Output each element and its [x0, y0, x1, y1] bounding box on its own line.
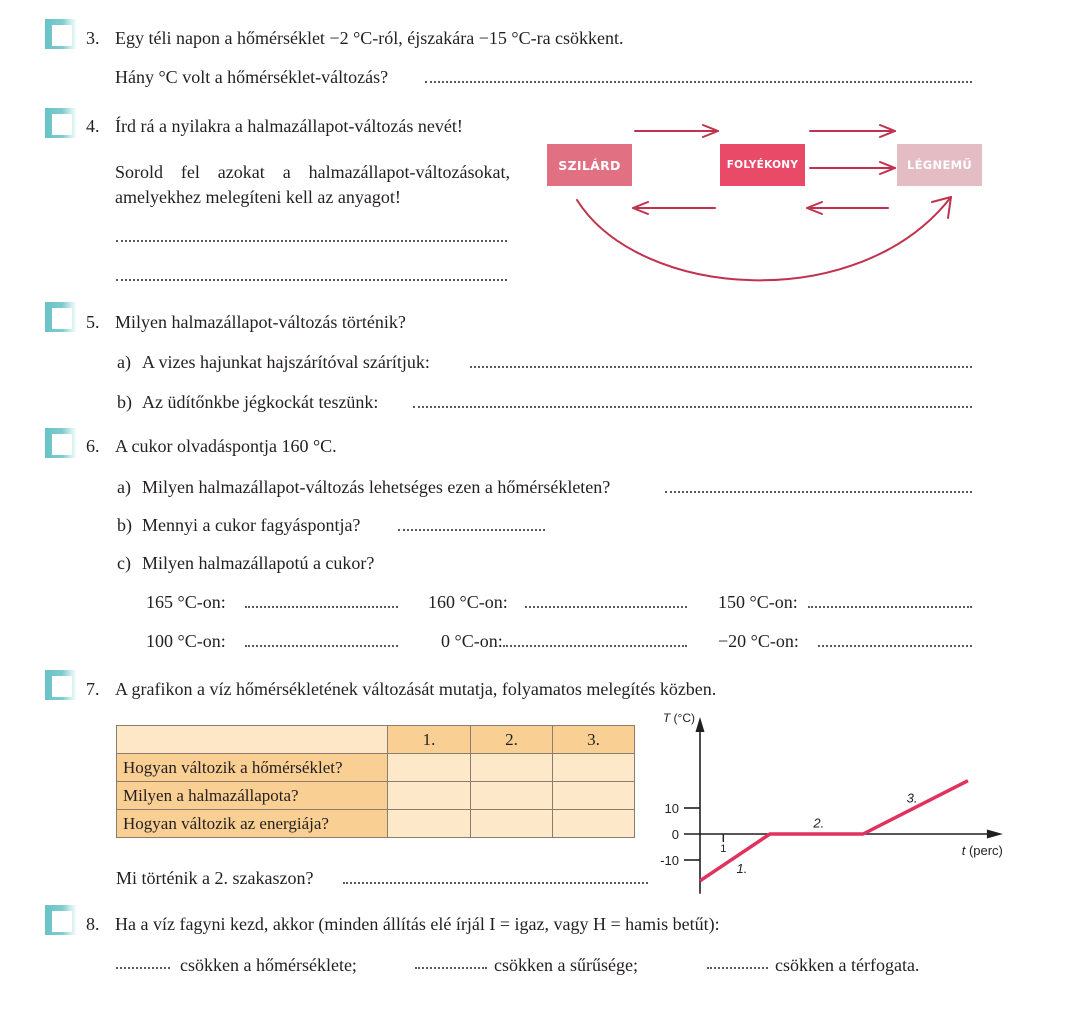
temperature-label: 165 °C-on: — [146, 592, 226, 612]
state-box-gas: LÉGNEMŰ — [897, 144, 982, 186]
y-tick-label: 10 — [664, 801, 679, 816]
item-label: a) — [117, 352, 131, 372]
item-label: a) — [117, 477, 131, 497]
question-number: 4. — [86, 116, 100, 136]
arrow-melting — [635, 125, 718, 137]
question-text: A cukor olvadáspontja 160 °C. — [115, 436, 337, 456]
table-row-label: Hogyan változik az energiája? — [117, 810, 388, 838]
statement-text: csökken a sűrűsége; — [494, 955, 638, 975]
table-cell[interactable] — [553, 782, 635, 810]
item-label: c) — [117, 553, 131, 573]
temperature-label: 150 °C-on: — [718, 592, 798, 612]
y-axis-label: T (°C) — [662, 711, 695, 725]
arrow-boiling — [810, 162, 895, 174]
answer-field[interactable] — [818, 639, 972, 647]
arrow-evaporation — [810, 125, 895, 137]
question-prompt-line-2: amelyekhez melegíteni kell az anyagot! — [115, 187, 401, 207]
question-number: 5. — [86, 312, 100, 332]
question-text: A grafikon a víz hőmérsékletének változását mutatja, folyamatos melegítés közben. — [115, 679, 717, 699]
table-header-cell: 2. — [471, 726, 553, 754]
item-text: Milyen halmazállapot-változás lehetséges ezen a hőmérsékleten? — [142, 477, 611, 497]
state-change-arrows — [530, 110, 1000, 310]
question-text: Milyen halmazállapot-változás történik? — [115, 312, 406, 332]
table-cell[interactable] — [388, 782, 471, 810]
table-cell[interactable] — [471, 754, 553, 782]
score-box — [45, 670, 77, 700]
segment-label: 2. — [813, 815, 825, 831]
answer-field[interactable] — [116, 273, 507, 281]
question-prompt: Hány °C volt a hőmérséklet-változás? — [115, 67, 389, 87]
temperature-label: 0 °C-on: — [441, 631, 503, 651]
question-number: 7. — [86, 679, 100, 699]
score-box — [45, 905, 77, 935]
table-header-row — [117, 726, 635, 754]
item-text: A vizes hajunkat hajszárítóval szárítjuk: — [142, 352, 430, 372]
answer-field[interactable] — [343, 876, 648, 884]
answer-field[interactable] — [425, 75, 972, 83]
answer-field[interactable] — [525, 600, 687, 608]
table-header-cell: 3. — [553, 726, 635, 754]
segment-label: 1. — [736, 860, 748, 876]
table-row — [117, 810, 635, 838]
score-box — [45, 19, 77, 49]
x-axis-label: t (perc) — [961, 843, 1003, 858]
item-text: Az üdítőnkbe jégkockát teszünk: — [142, 392, 379, 412]
answer-field[interactable] — [808, 600, 972, 608]
score-box-inner — [52, 25, 72, 46]
answer-field[interactable] — [116, 961, 170, 969]
temperature-label: 100 °C-on: — [146, 631, 226, 651]
arrow-sublimation — [577, 197, 951, 280]
score-box — [45, 302, 77, 332]
item-text: Mennyi a cukor fagyáspontja? — [142, 515, 361, 535]
question-number: 3. — [86, 28, 100, 48]
answer-field[interactable] — [413, 400, 972, 408]
table-row — [117, 782, 635, 810]
table-row — [117, 754, 635, 782]
arrow-condensation — [807, 202, 888, 214]
table-cell[interactable] — [471, 782, 553, 810]
answer-field[interactable] — [503, 639, 687, 647]
score-box — [45, 428, 77, 458]
score-box-inner — [52, 676, 72, 697]
item-label: b) — [117, 515, 132, 535]
item-label: b) — [117, 392, 132, 412]
y-axis-arrow-icon — [696, 717, 705, 732]
table-header-cell — [117, 726, 388, 754]
x-axis-arrow-icon — [987, 830, 1003, 839]
state-box-liquid: FOLYÉKONY — [720, 144, 805, 186]
question-prompt: Mi történik a 2. szakaszon? — [116, 868, 314, 888]
segment-label: 3. — [906, 790, 918, 806]
state-box-solid: SZILÁRD — [547, 144, 632, 186]
table-cell[interactable] — [388, 754, 471, 782]
answer-field[interactable] — [415, 961, 487, 969]
answer-table — [116, 725, 635, 838]
answer-field[interactable] — [665, 485, 972, 493]
score-box-inner — [52, 308, 72, 329]
answer-field[interactable] — [245, 600, 398, 608]
y-tick-label: 0 — [671, 827, 679, 842]
answer-field[interactable] — [470, 360, 972, 368]
score-box-inner — [52, 911, 72, 932]
arrow-freezing — [633, 202, 715, 214]
answer-field[interactable] — [245, 639, 398, 647]
y-tick-label: -10 — [660, 853, 679, 868]
score-box — [45, 108, 77, 138]
statement-text: csökken a térfogata. — [775, 955, 920, 975]
question-number: 6. — [86, 436, 100, 456]
question-prompt-line-1: Sorold fel azokat a halmazállapot-változásokat, — [115, 162, 510, 182]
table-header-cell: 1. — [388, 726, 471, 754]
temperature-label: −20 °C-on: — [718, 631, 799, 651]
temperature-chart — [640, 700, 1020, 900]
question-text: Ha a víz fagyni kezd, akkor (minden állítás elé írjál I = igaz, vagy H = hamis betűt): — [115, 914, 720, 934]
temperature-label: 160 °C-on: — [428, 592, 508, 612]
table-row-label: Hogyan változik a hőmérséklet? — [117, 754, 388, 782]
score-box-inner — [52, 114, 72, 135]
question-text: Írd rá a nyilakra a halmazállapot-változás nevét! — [115, 116, 463, 136]
item-text: Milyen halmazállapotú a cukor? — [142, 553, 375, 573]
x-tick-label: 1 — [720, 843, 727, 855]
question-number: 8. — [86, 914, 100, 934]
table-cell[interactable] — [388, 810, 471, 838]
table-cell[interactable] — [553, 810, 635, 838]
table-row-label: Milyen a halmazállapota? — [117, 782, 388, 810]
answer-field[interactable] — [707, 961, 768, 969]
statement-text: csökken a hőmérséklete; — [180, 955, 357, 975]
question-text: Egy téli napon a hőmérséklet −2 °C-ról, éjszakára −15 °C-ra csökkent. — [115, 28, 624, 48]
answer-field[interactable] — [398, 523, 545, 531]
answer-field[interactable] — [116, 234, 507, 242]
table-cell[interactable] — [471, 810, 553, 838]
table-cell[interactable] — [553, 754, 635, 782]
score-box-inner — [52, 434, 72, 455]
